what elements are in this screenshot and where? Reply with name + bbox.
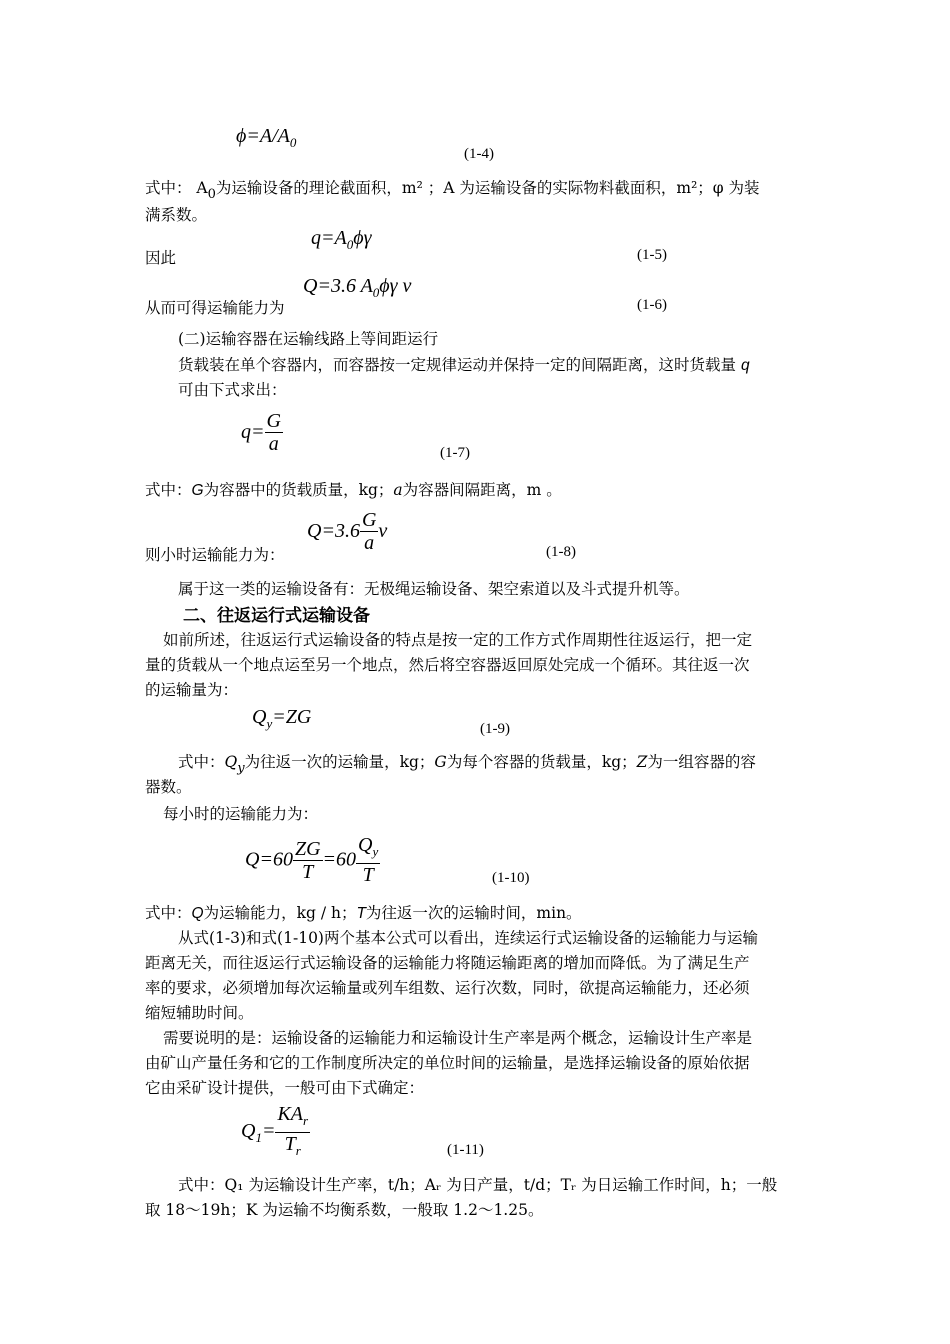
formula-1-5: $q=A_0\phi\gamma$ (311, 227, 372, 252)
section-heading: 二、往返运行式运输设备 (183, 606, 370, 626)
definition-line: 式中：Q为运输能力，kg / h；T为往返一次的运输时间，min。 (145, 904, 582, 922)
definition-line: 式中：G为容器中的货载质量，kg；a为容器间隔距离，m 。 (145, 481, 562, 499)
equation-number: (1-9) (480, 721, 510, 737)
paragraph-line: 从式(1-3)和式(1-10)两个基本公式可以看出，连续运行式运输设备的运输能力与运输 (178, 929, 758, 947)
definition-line: 取 18～19h；K 为运输不均衡系数，一般取 1.2～1.25。 (145, 1201, 544, 1219)
formula-1-4: $\phi=A/A_0$ (236, 125, 297, 150)
definition-line: 器数。 (145, 778, 192, 796)
section-title: (二)运输容器在运输线路上等间距运行 (178, 330, 439, 348)
formula-1-9: $Q_y=ZG$ (252, 706, 312, 731)
paragraph-line: 每小时的运输能力为： (163, 805, 319, 823)
definition-line: 满系数。 (145, 206, 208, 224)
equation-lead: 因此 (145, 249, 177, 267)
formula-1-7: q= $\frac{G}{a}$ (241, 410, 281, 455)
paragraph-line: 属于这一类的运输设备有：无极绳运输设备、架空索道以及斗式提升机等。 (178, 580, 690, 598)
paragraph-line: 的运输量为： (145, 681, 239, 699)
equation-number: (1-5) (637, 247, 667, 263)
paragraph-line: 由矿山产量任务和它的工作制度所决定的单位时间的运输量，是选择运输设备的原始依据 (145, 1054, 750, 1072)
paragraph-line: 可由下式求出： (178, 381, 287, 399)
equation-number: (1-4) (464, 146, 494, 162)
paragraph-line: 货载装在单个容器内，而容器按一定规律运动并保持一定的间隔距离，这时货载量 q (178, 356, 750, 374)
equation-number: (1-10) (492, 870, 530, 886)
paragraph-line: 率的要求，必须增加每次运输量或列车组数、运行次数，同时，欲提高运输能力，还必须 (145, 979, 750, 997)
formula-1-11: $Q_1=$ $\frac{KA_r}{T_r}$ (241, 1103, 309, 1158)
paragraph-line: 如前所述，往返运行式运输设备的特点是按一定的工作方式作周期性往返运行，把一定 (163, 631, 753, 649)
equation-number: (1-7) (440, 445, 470, 461)
equation-number: (1-8) (546, 544, 576, 560)
paragraph-line: 距离无关，而往返运行式运输设备的运输能力将随运输距离的增加而降低。为了满足生产 (145, 954, 750, 972)
formula-1-6: Q=3.6 $A_0\phi\gamma$ v (303, 275, 412, 300)
paragraph-line: 量的货载从一个地点运至另一个地点，然后将空容器返回原处完成一个循环。其往返一次 (145, 656, 750, 674)
paragraph-line: 缩短辅助时间。 (145, 1004, 254, 1022)
definition-line: 式中：Q₁ 为运输设计生产率，t/h；Aᵣ 为日产量，t/d；Tᵣ 为日运输工作时间，h；一般 (178, 1176, 778, 1194)
paragraph-line: 需要说明的是：运输设备的运输能力和运输设计生产率是两个概念，运输设计生产率是 (163, 1029, 753, 1047)
equation-lead: 从而可得运输能力为 (145, 299, 285, 317)
formula-1-8: Q=3.6 $\frac{G}{a}$ v (307, 509, 388, 554)
formula-1-10: Q=60 $\frac{ZG}{T}$ =60 $\frac{Q_y}{T}$ (245, 834, 379, 886)
equation-number: (1-11) (447, 1142, 484, 1158)
equation-number: (1-6) (637, 297, 667, 313)
definition-line: 式中：$Q_y$为往返一次的运输量，kg；G为每个容器的货载量，kg；Z为一组容器的容 (178, 753, 756, 776)
equation-lead: 则小时运输能力为： (145, 546, 285, 564)
paragraph-line: 它由采矿设计提供，一般可由下式确定： (145, 1079, 425, 1097)
definition-line: 式中： $A_0$为运输设备的理论截面积，m² ；A 为运输设备的实际物料截面积，m²；φ 为装 (145, 179, 760, 202)
